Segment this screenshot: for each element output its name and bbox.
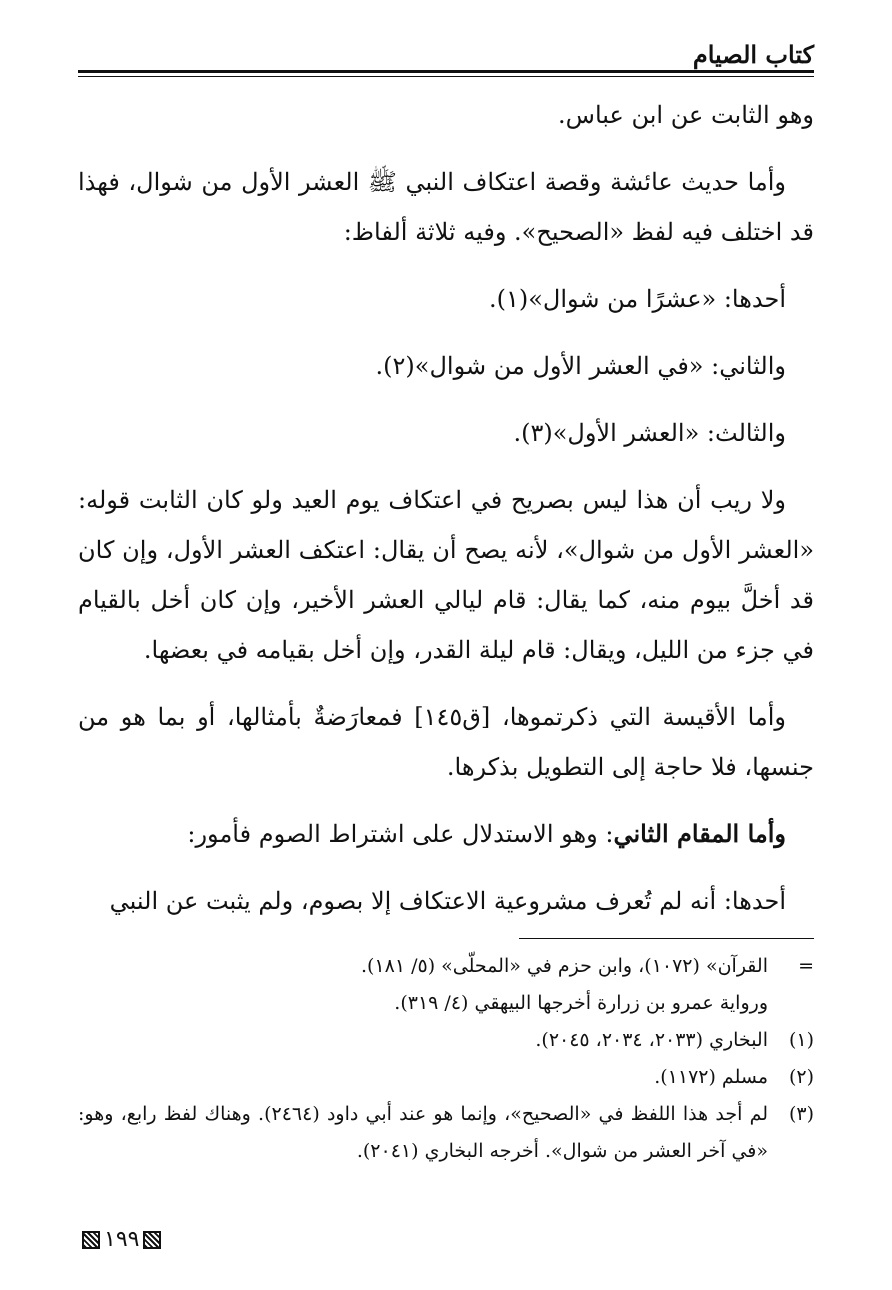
paragraph: أحدها: أنه لم تُعرف مشروعية الاعتكاف إلا بصوم، ولم يثبت عن النبي xyxy=(109,887,786,915)
footnote-1 xyxy=(78,1022,814,1059)
footnote-mark: (٢) xyxy=(788,1066,814,1088)
section-rest: : وهو الاستدلال على اشتراط الصوم فأمور: xyxy=(187,820,614,848)
paragraph: أحدها: «عشرًا من شوال»(١). xyxy=(488,285,786,313)
footnote-line: القرآن» (١٠٧٢)، وابن حزم في «المحلّى» (٥/ ١٨١). xyxy=(360,955,768,977)
footnote-line: مسلم (١١٧٢). xyxy=(654,1066,768,1088)
footnotes xyxy=(78,948,814,1170)
section-lead: وأما المقام الثاني xyxy=(613,819,786,848)
ornament-icon xyxy=(143,1231,161,1249)
paragraph: والثاني: «في العشر الأول من شوال»(٢). xyxy=(375,352,786,380)
footnote-continued xyxy=(78,948,814,1022)
footnote-3 xyxy=(78,1096,814,1170)
footnote-line: البخاري (٢٠٣٣، ٢٠٣٤، ٢٠٤٥). xyxy=(535,1029,768,1051)
footnote-separator xyxy=(519,938,814,939)
main-text xyxy=(78,90,814,926)
paragraph: وأما الأقيسة التي ذكرتموها، [ق١٤٥] فمعارَضةٌ بأمثالها، أو بما هو من جنسها، فلا حاجة إلى التطويل بذكرها. xyxy=(78,703,814,781)
paragraph: وهو الثابت عن ابن عباس. xyxy=(558,101,814,129)
ornament-icon xyxy=(82,1231,100,1249)
page-number-text: ١٩٩ xyxy=(104,1227,140,1252)
footnote-body xyxy=(361,948,768,1022)
header-rule-thin xyxy=(78,76,814,77)
page-number xyxy=(78,1226,165,1254)
header-title: كتاب الصيام xyxy=(692,40,814,69)
footnote-mark: (١) xyxy=(788,1029,814,1051)
footnote-2 xyxy=(78,1059,814,1096)
section-paragraph xyxy=(78,809,814,859)
header-rule-thick xyxy=(78,70,814,73)
running-header xyxy=(78,40,814,78)
footnote-mark: = xyxy=(798,955,814,977)
footnote-mark: (٣) xyxy=(788,1103,814,1125)
paragraph: ولا ريب أن هذا ليس بصريح في اعتكاف يوم العيد ولو كان الثابت قوله: «العشر الأول من شوال»، لأنه يصح أن يقال: اعتكف العشر الأول، وإن كان قد أخلَّ بيوم منه، كما يقال: قام ليالي العشر الأخير، وإن كان أخل بالقيام في جزء من الليل، ويقال: قام ليلة القدر، وإن أخل بقيامه في بعضها. xyxy=(78,486,814,664)
paragraph: والثالث: «العشر الأول»(٣). xyxy=(513,419,786,447)
paragraph: وأما حديث عائشة وقصة اعتكاف النبي ﷺ العشر الأول من شوال، فهذا قد اختلف فيه لفظ «الصحيح». وفيه ثلاثة ألفاظ: xyxy=(78,168,814,246)
footnote-line: ورواية عمرو بن زرارة أخرجها البيهقي (٤/ ٣١٩). xyxy=(394,992,768,1014)
footnote-line: لم أجد هذا اللفظ في «الصحيح»، وإنما هو عند أبي داود (٢٤٦٤). وهناك لفظ رابع، وهو: «في آخر العشر من شوال». أخرجه البخاري (٢٠٤١). xyxy=(78,1103,768,1162)
